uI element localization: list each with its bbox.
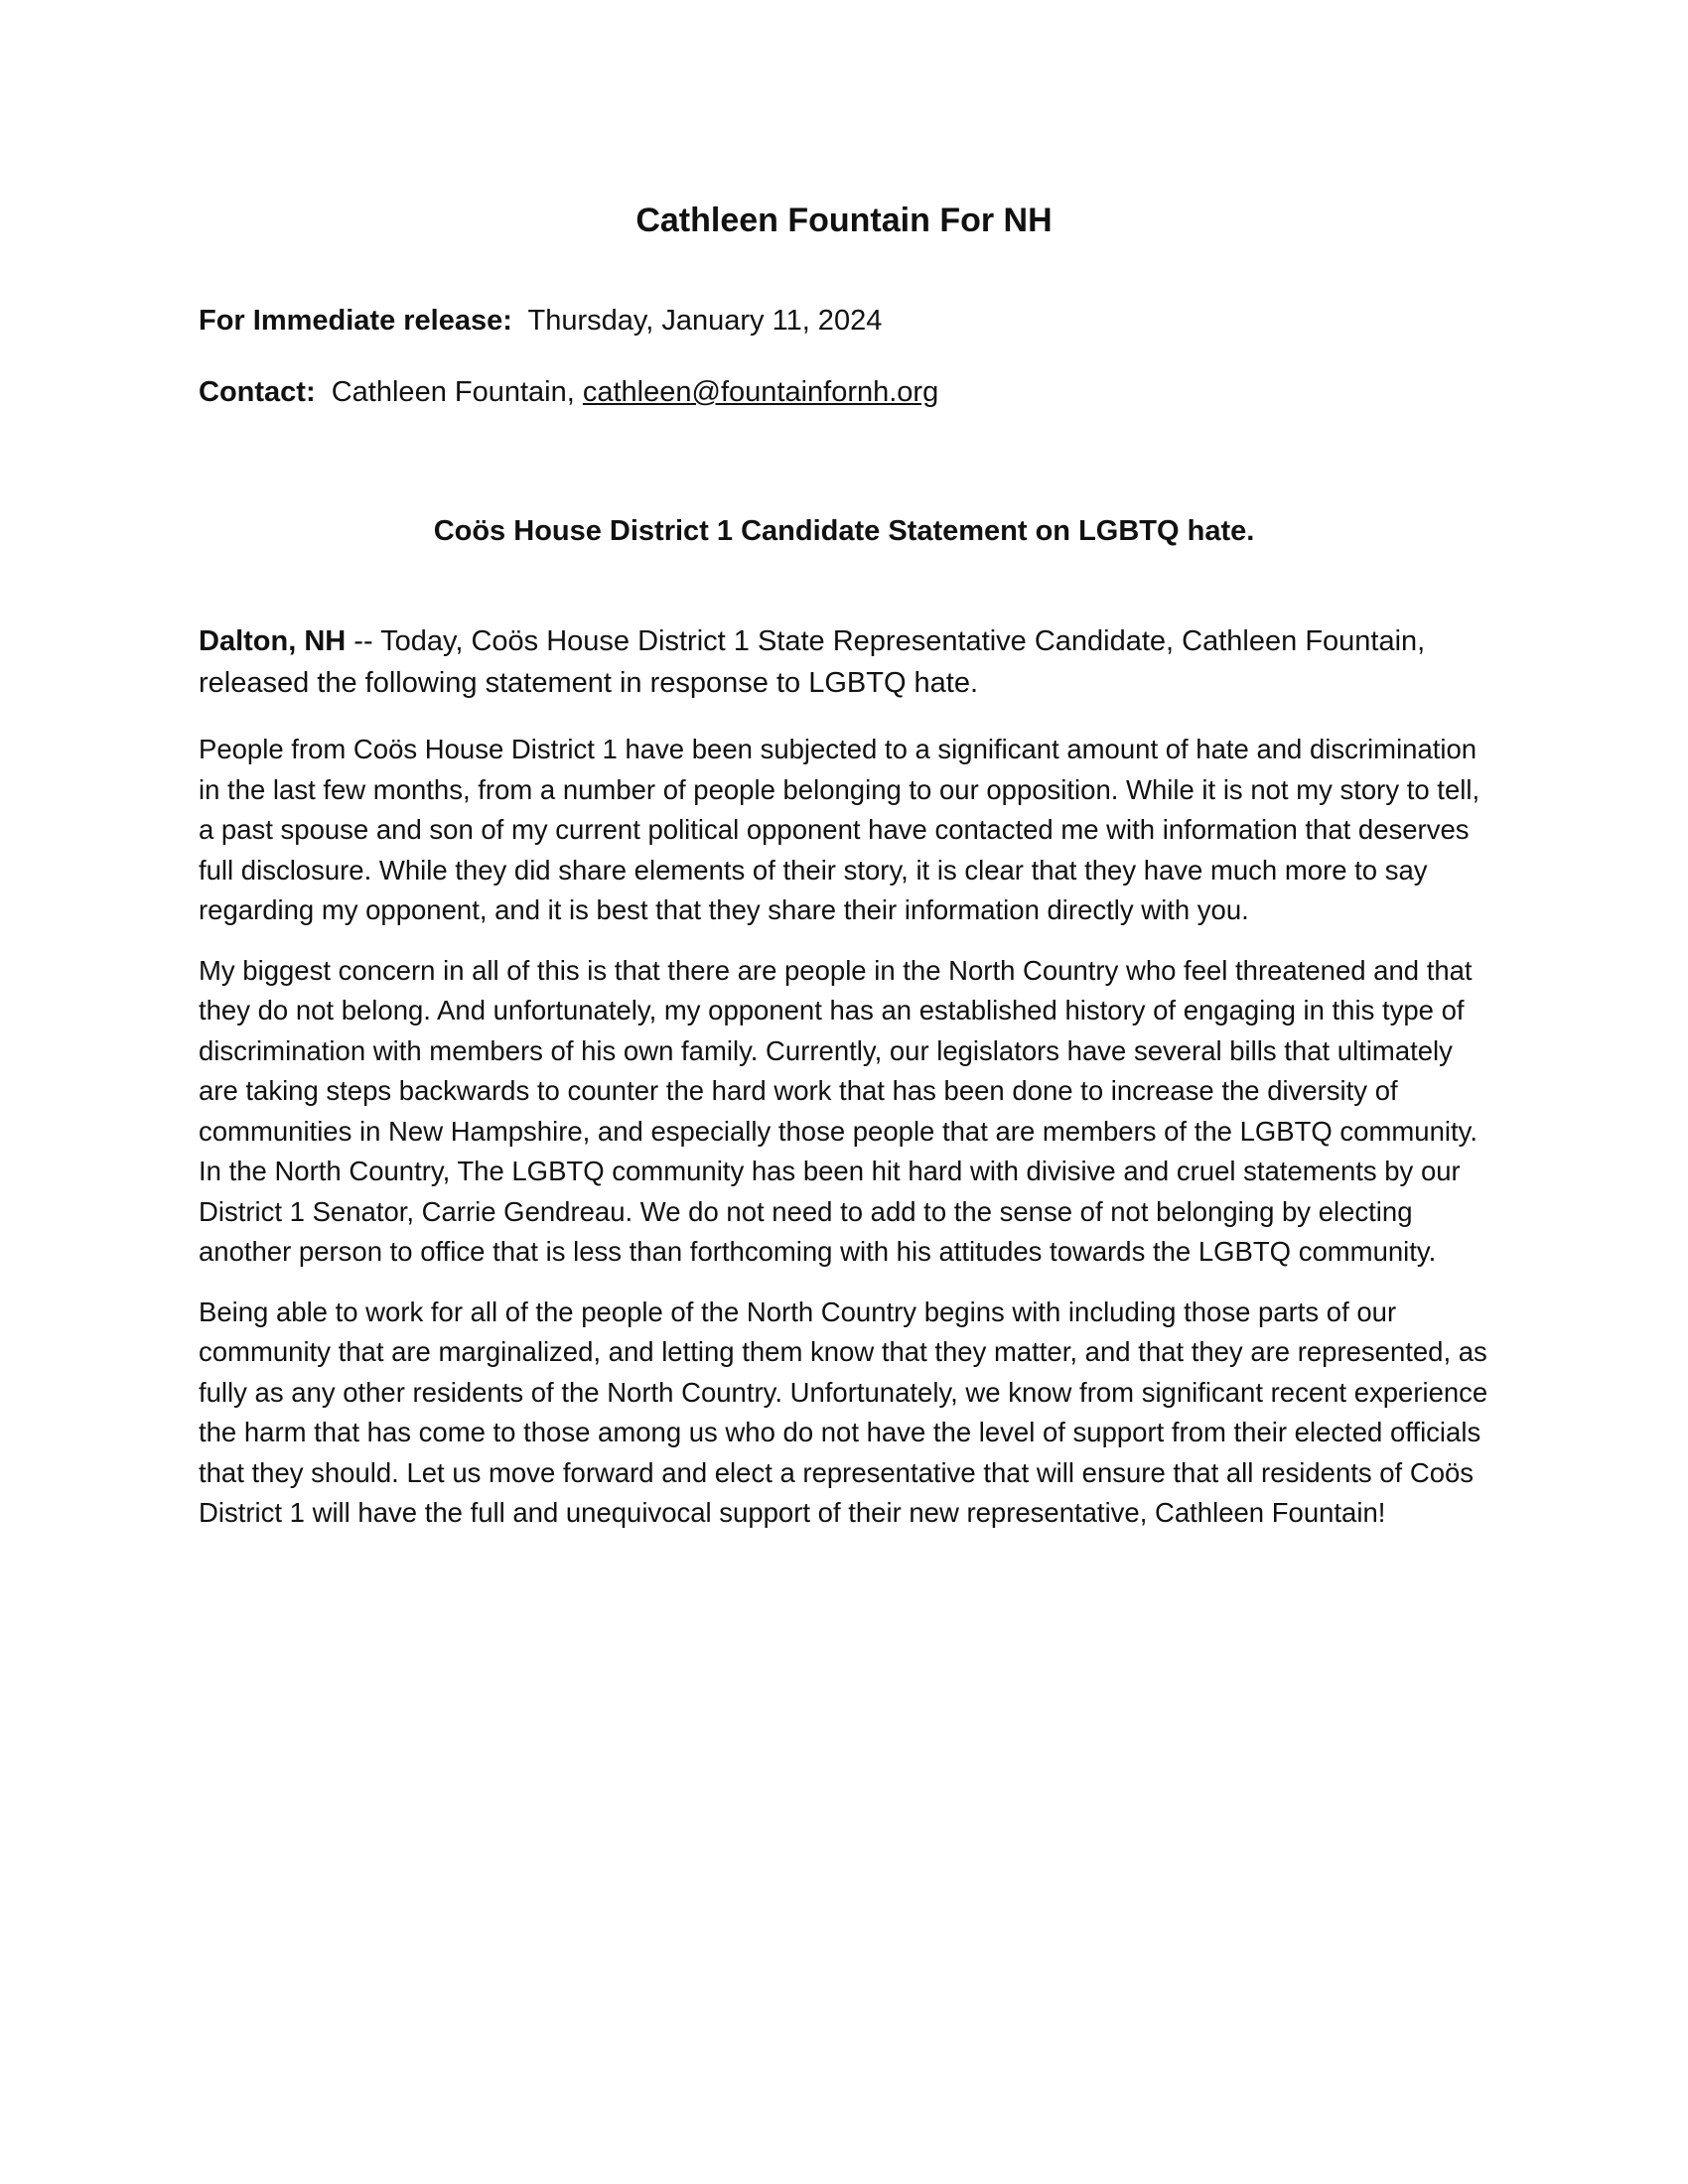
contact-line (199, 372, 1489, 412)
statement-body (199, 620, 1489, 1554)
release-label: For Immediate release: (199, 305, 512, 337)
contact-label: Contact: (199, 376, 316, 408)
lead-text: -- Today, Coös House District 1 State Representative Candidate, Cathleen Fountain, released the following statement in response to LGBTQ hate. (199, 625, 1426, 699)
release-date: Thursday, January 11, 2024 (527, 305, 883, 337)
body-paragraph-2: My biggest concern in all of this is that there are people in the North Country who feel threatened and that they do not belong. And unfortunately, my opponent has an established history of engaging in this type of discrimination with members of his own family. Currently, our legislators have several bills that ultimately are taking steps backwards to counter the hard work that has been done to increase the diversity of communities in New Hampshire, and especially those people that are members of the LGBTQ community. In the North Country, The LGBTQ community has been hit hard with divisive and cruel statements by our District 1 Senator, Carrie Gendreau. We do not need to add to the sense of not belonging by electing another person to office that is less than forthcoming with his attitudes towards the LGBTQ community. (199, 954, 1477, 1267)
lead-paragraph (199, 620, 1489, 704)
contact-email-link[interactable]: cathleen@fountainfornh.org (582, 376, 939, 408)
dateline-place: Dalton, NH (199, 625, 347, 657)
document-title: Cathleen Fountain For NH (635, 202, 1053, 239)
contact-name: Cathleen Fountain, (331, 376, 575, 408)
statement-headline: Coös House District 1 Candidate Statement on LGBTQ hate. (433, 515, 1255, 547)
release-line (199, 301, 1489, 341)
body-paragraph-1: People from Coös House District 1 have been subjected to a significant amount of hate and discrimination in the last few months, from a number of people belonging to our opposition. While it is not my story to tell, a past spouse and son of my current political opponent have contacted me with information that deserves full disclosure. While they did share elements of their story, it is clear that they have much more to say regarding my opponent, and it is best that they share their information directly with you. (199, 734, 1480, 925)
body-paragraph-3: Being able to work for all of the people of the North Country begins with including those parts of our community that are marginalized, and letting them know that they matter, and that they are represented, as fully as any other residents of the North Country. Unfortunately, we know from significant recent experience the harm that has come to those among us who do not have the level of support from their elected officials that they should. Let us move forward and elect a representative that will ensure that all residents of Coös District 1 will have the full and unequivocal support of their new representative, Cathleen Fountain! (199, 1296, 1488, 1528)
